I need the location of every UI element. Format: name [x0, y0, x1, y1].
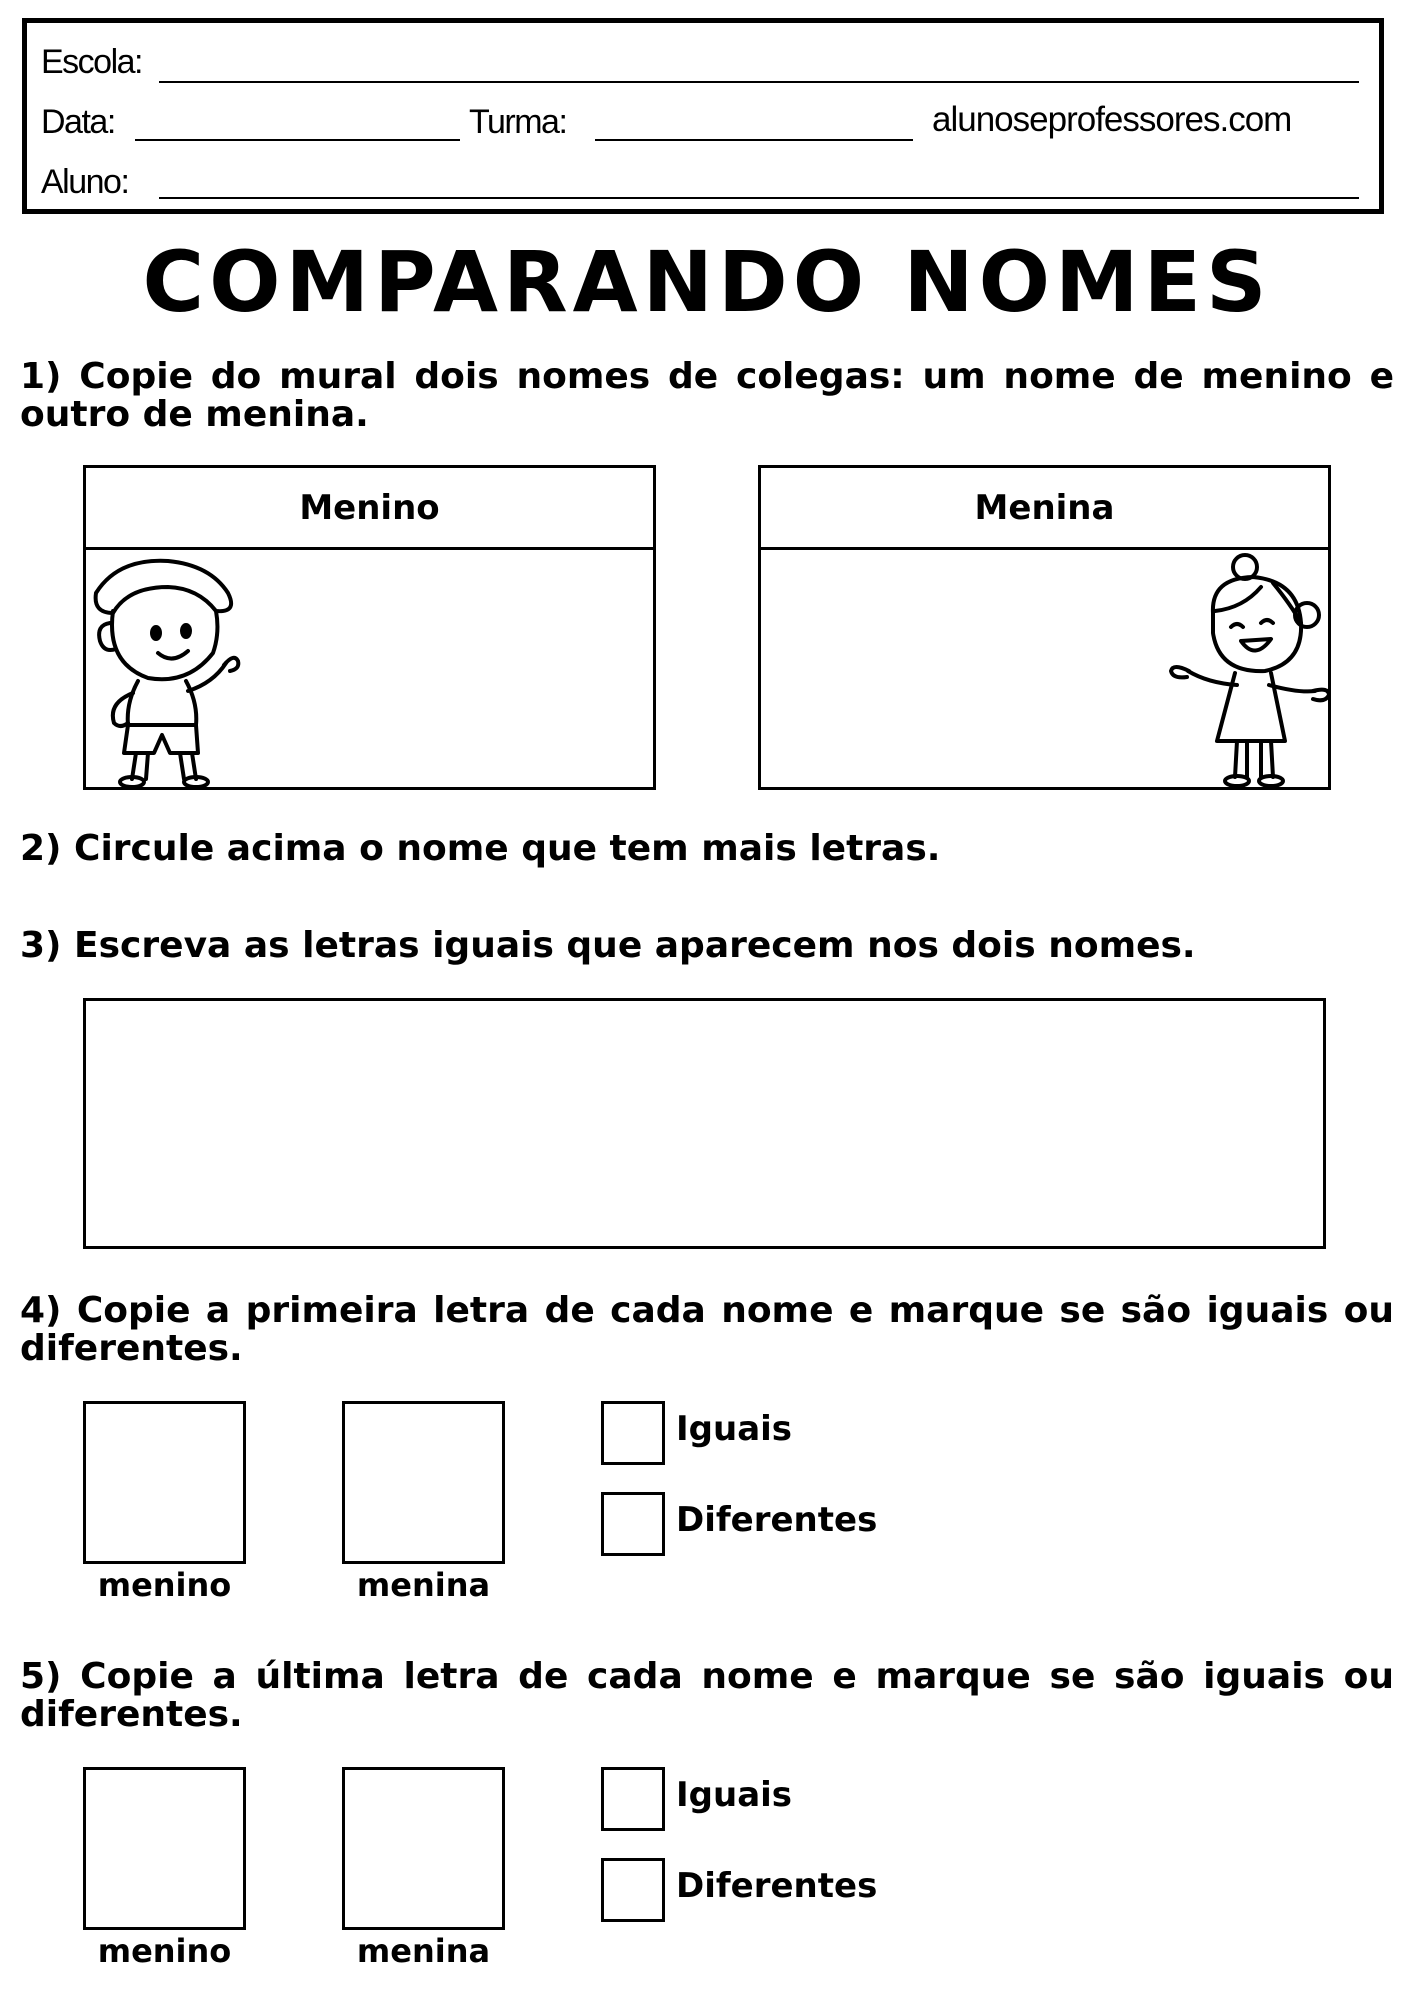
girl-illustration-icon	[1153, 553, 1333, 788]
question-5: 5) Copie a última letra de cada nome e marque se são iguais ou diferentes.	[20, 1656, 1394, 1735]
last-letter-same-checkbox[interactable]	[601, 1767, 665, 1831]
last-letter-girl-box[interactable]	[342, 1767, 505, 1930]
caption-boy: menino	[97, 1566, 232, 1604]
page-title: COMPARANDO NOMES	[142, 233, 1272, 331]
caption-girl: menina	[356, 1932, 491, 1970]
boy-illustration-icon	[88, 553, 248, 788]
first-letter-same-checkbox[interactable]	[601, 1401, 665, 1465]
boy-name-panel[interactable]	[83, 465, 656, 790]
first-letter-girl-box[interactable]	[342, 1401, 505, 1564]
student-field[interactable]	[159, 197, 1359, 199]
girl-panel-header: Menina	[761, 468, 1328, 550]
date-field[interactable]	[135, 139, 460, 141]
option-different-label: Diferentes	[676, 1500, 878, 1540]
student-label: Aluno:	[41, 163, 129, 201]
school-label: Escola:	[41, 43, 142, 81]
question-2: 2) Circule acima o nome que tem mais letras.	[20, 828, 941, 869]
question-4: 4) Copie a primeira letra de cada nome e marque se são iguais ou diferentes.	[20, 1290, 1394, 1369]
boy-panel-header: Menino	[86, 468, 653, 550]
option-same-label: Iguais	[676, 1409, 793, 1449]
header-box	[22, 18, 1384, 214]
same-letters-answer-box[interactable]	[83, 998, 1326, 1249]
option-same-label: Iguais	[676, 1775, 793, 1815]
question-3: 3) Escreva as letras iguais que aparecem nos dois nomes.	[20, 925, 1196, 966]
class-field[interactable]	[595, 139, 913, 141]
last-letter-boy-box[interactable]	[83, 1767, 246, 1930]
caption-boy: menino	[97, 1932, 232, 1970]
school-field[interactable]	[159, 81, 1359, 83]
girl-name-panel[interactable]	[758, 465, 1331, 790]
class-label: Turma:	[469, 103, 567, 141]
site-name: alunoseprofessores.com	[932, 100, 1292, 139]
caption-girl: menina	[356, 1566, 491, 1604]
question-1: 1) Copie do mural dois nomes de colegas: um nome de menino e outro de menina.	[20, 356, 1394, 435]
option-different-label: Diferentes	[676, 1866, 878, 1906]
date-label: Data:	[41, 103, 115, 141]
last-letter-different-checkbox[interactable]	[601, 1858, 665, 1922]
first-letter-boy-box[interactable]	[83, 1401, 246, 1564]
first-letter-different-checkbox[interactable]	[601, 1492, 665, 1556]
